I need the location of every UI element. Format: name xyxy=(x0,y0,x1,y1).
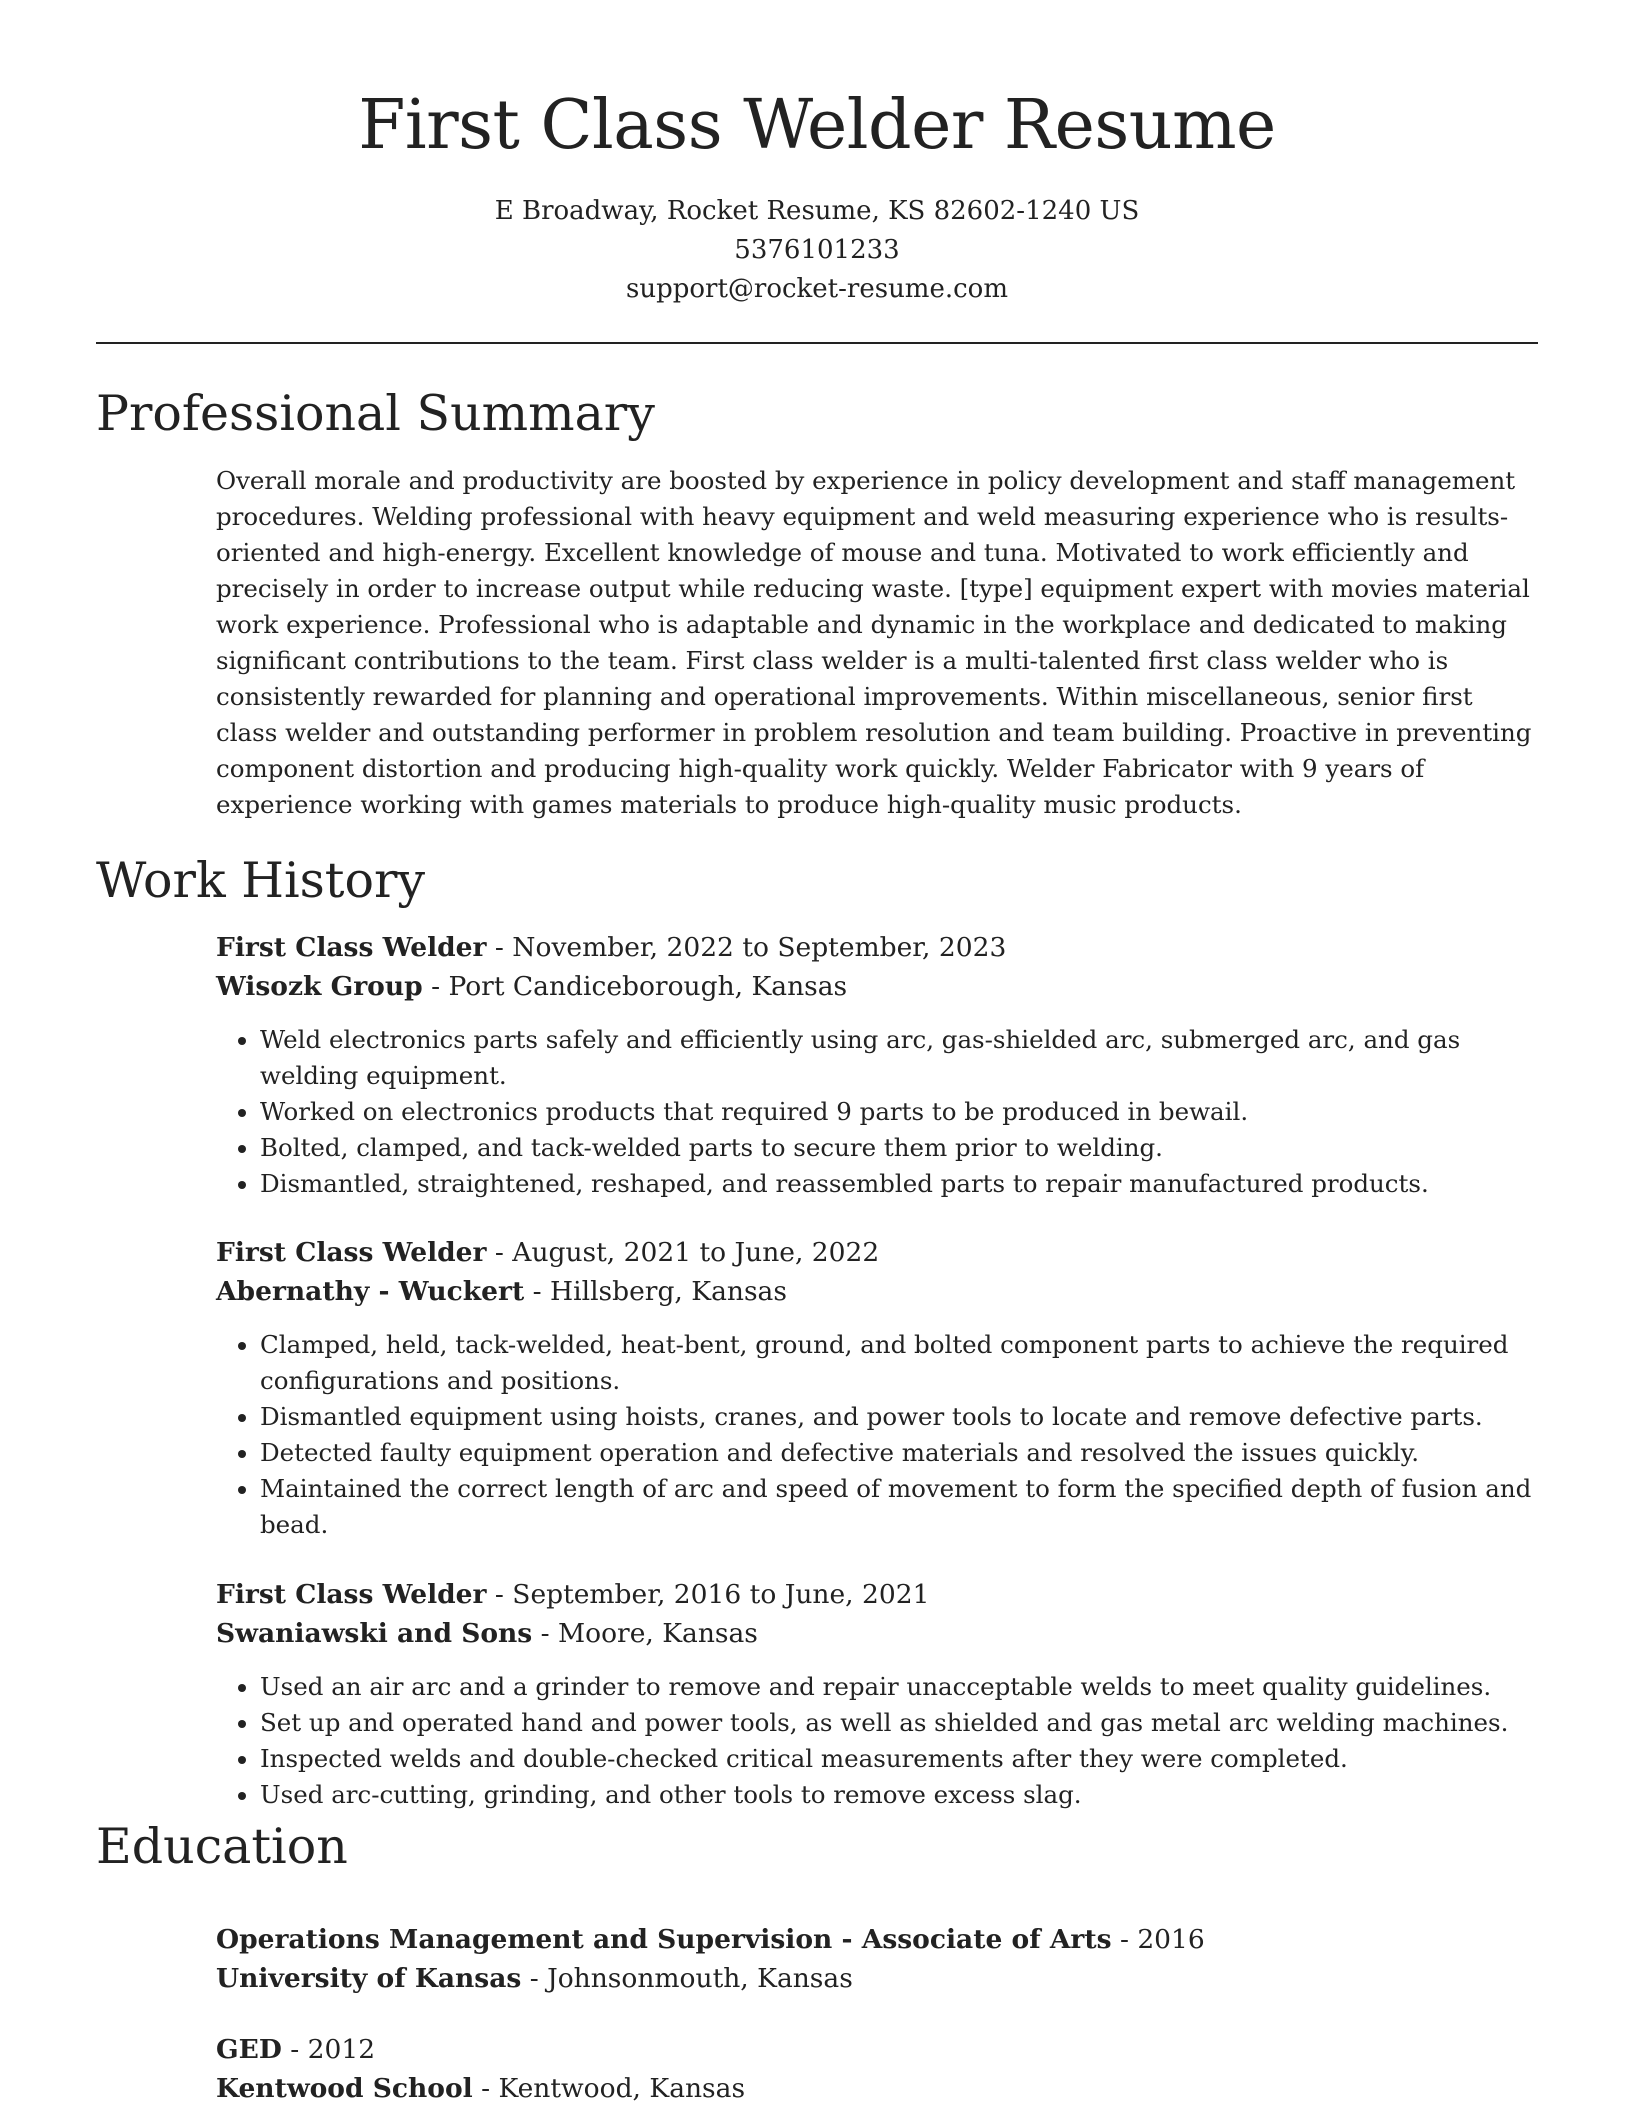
job-dates: - August, 2021 to June, 2022 xyxy=(486,1237,880,1268)
job-bullet: • Worked on electronics products that required 9 parts to be produced in bewail. xyxy=(260,1094,1538,1130)
job-title: First Class Welder xyxy=(216,932,487,963)
work-history-heading: Work History xyxy=(96,852,426,909)
job-entry xyxy=(216,928,1538,1202)
job-bullet: • Used an air arc and a grinder to remove and repair unacceptable welds to meet quality guidelines. xyxy=(260,1669,1538,1705)
contact-phone: 5376101233 xyxy=(734,235,900,265)
education-entry xyxy=(216,1920,1538,1998)
job-title: First Class Welder xyxy=(216,1579,487,1610)
job-bullets xyxy=(216,1022,1538,1202)
education-school-line xyxy=(216,2069,1538,2108)
contact-block xyxy=(96,192,1538,309)
education-school: Kentwood School xyxy=(216,2073,473,2104)
education-degree: GED xyxy=(216,2034,282,2065)
job-bullet: • Dismantled equipment using hoists, cranes, and power tools to locate and remove defective parts. xyxy=(260,1399,1538,1435)
education-location: - Johnsonmouth, Kansas xyxy=(521,1963,853,1994)
job-location: - Moore, Kansas xyxy=(532,1618,758,1649)
contact-address: E Broadway, Rocket Resume, KS 82602-1240 US xyxy=(494,196,1140,226)
job-location: - Hillsberg, Kansas xyxy=(524,1276,787,1307)
education-degree-line xyxy=(216,2030,1538,2069)
summary-heading: Professional Summary xyxy=(96,385,655,442)
job-company-line xyxy=(216,1272,1538,1311)
job-title-line xyxy=(216,1233,1538,1272)
job-bullet: • Dismantled, straightened, reshaped, and reassembled parts to repair manufactured products. xyxy=(260,1166,1538,1202)
summary-section xyxy=(216,463,1538,823)
education-heading: Education xyxy=(96,1818,348,1875)
job-bullet: • Clamped, held, tack-welded, heat-bent, ground, and bolted component parts to achieve the required configurations and positions. xyxy=(260,1327,1538,1399)
job-entry xyxy=(216,1575,1538,1813)
job-title: First Class Welder xyxy=(216,1237,487,1268)
job-bullet: • Weld electronics parts safely and efficiently using arc, gas-shielded arc, submerged arc, and gas welding equipment. xyxy=(260,1022,1538,1094)
resume-title: First Class Welder Resume xyxy=(358,86,1276,165)
job-bullet: • Used arc-cutting, grinding, and other tools to remove excess slag. xyxy=(260,1777,1538,1813)
job-company: Swaniawski and Sons xyxy=(216,1618,533,1649)
education-degree: Operations Management and Supervision - Associate of Arts xyxy=(216,1924,1112,1955)
job-bullet: • Maintained the correct length of arc and speed of movement to form the specified depth of fusion and bead. xyxy=(260,1471,1538,1543)
contact-email: support@rocket-resume.com xyxy=(625,274,1008,304)
education-location: - Kentwood, Kansas xyxy=(472,2073,746,2104)
job-dates: - September, 2016 to June, 2021 xyxy=(486,1579,930,1610)
job-bullet: • Set up and operated hand and power tools, as well as shielded and gas metal arc welding machines. xyxy=(260,1705,1538,1741)
education-school: University of Kansas xyxy=(216,1963,522,1994)
job-company: Wisozk Group xyxy=(216,971,423,1002)
job-bullet: • Inspected welds and double-checked critical measurements after they were completed. xyxy=(260,1741,1538,1777)
education-year: - 2012 xyxy=(281,2034,376,2065)
job-title-line xyxy=(216,928,1538,967)
education-year: - 2016 xyxy=(1111,1924,1205,1955)
job-entry xyxy=(216,1233,1538,1543)
job-bullet: • Bolted, clamped, and tack-welded parts to secure them prior to welding. xyxy=(260,1130,1538,1166)
job-title-line xyxy=(216,1575,1538,1614)
header-divider xyxy=(96,342,1538,344)
job-location: - Port Candiceborough, Kansas xyxy=(422,971,848,1002)
job-bullets xyxy=(216,1327,1538,1543)
job-company-line xyxy=(216,967,1538,1006)
job-company-line xyxy=(216,1614,1538,1653)
job-dates: - November, 2022 to September, 2023 xyxy=(486,932,1007,963)
summary-text: Overall morale and productivity are boosted by experience in policy development and staff management procedures. Welding professional with heavy equipment and weld measuring experience who is results-oriented and high-energy. Excellent knowledge of mouse and tuna. Motivated to work efficiently and precisely in order to increase output while reducing waste. [type] equipment expert with movies material work experience. Professional who is adaptable and dynamic in the workplace and dedicated to making significant contributions to the team. First class welder is a multi-talented first class welder who is consistently rewarded for planning and operational improvements. Within miscellaneous, senior first class welder and outstanding performer in problem resolution and team building. Proactive in preventing component distortion and producing high-quality work quickly. Welder Fabricator with 9 years of experience working with games materials to produce high-quality music products. xyxy=(216,466,1532,819)
job-bullets xyxy=(216,1669,1538,1813)
job-company: Abernathy - Wuckert xyxy=(216,1276,525,1307)
education-degree-line xyxy=(216,1920,1538,1959)
education-entry xyxy=(216,2030,1538,2108)
job-bullet: • Detected faulty equipment operation and defective materials and resolved the issues quickly. xyxy=(260,1435,1538,1471)
education-school-line xyxy=(216,1959,1538,1998)
